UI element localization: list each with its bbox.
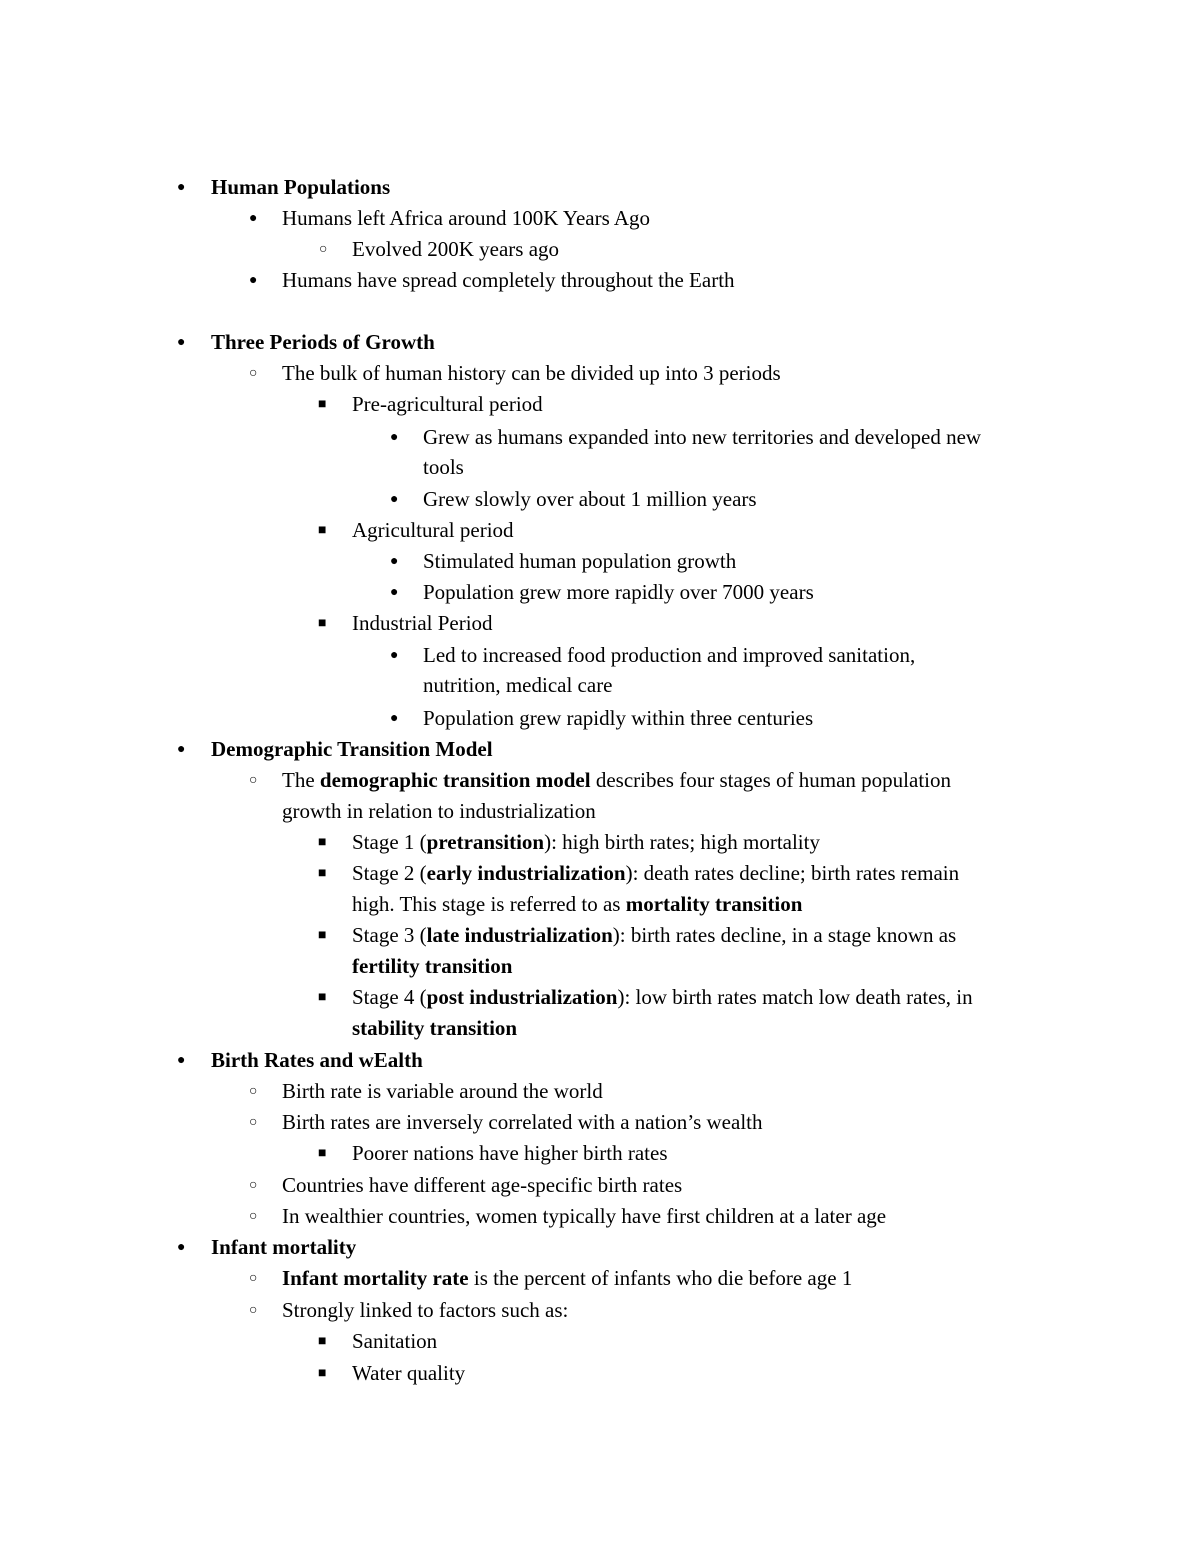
- bullet-disc-icon: [249, 203, 257, 234]
- list-item: Countries have different age-specific birth rates: [282, 1173, 683, 1197]
- list-item: Humans have spread completely throughout the Earth: [282, 268, 735, 292]
- heading-three-periods: Three Periods of Growth: [211, 330, 435, 354]
- stage-item: Stage 4 (post industrialization): low birth rates match low death rates, in: [352, 985, 973, 1009]
- list-item: Humans left Africa around 100K Years Ago: [282, 206, 651, 230]
- stage-item-continuation: fertility transition: [352, 954, 513, 978]
- list-item: Grew as humans expanded into new territories and developed new: [423, 425, 982, 449]
- bullet-disc-icon: [390, 640, 398, 671]
- bullet-disc-icon: [177, 1045, 185, 1076]
- bullet-square-icon: [318, 1326, 326, 1357]
- stage-item-continuation: stability transition: [352, 1016, 518, 1040]
- stage-item: Stage 3 (late industrialization): birth rates decline, in a stage known as: [352, 923, 957, 947]
- dtm-intro: The demographic transition model describes four stages of human population: [282, 768, 951, 792]
- bullet-circle-icon: [249, 1076, 257, 1107]
- bullet-square-icon: [318, 827, 326, 858]
- bullet-disc-icon: [177, 327, 185, 358]
- list-item-continuation: tools: [423, 455, 464, 479]
- bullet-square-icon: [318, 920, 326, 951]
- bullet-square-icon: [318, 858, 326, 889]
- bullet-circle-icon: [249, 1201, 257, 1232]
- heading-birth-rates: Birth Rates and wEalth: [211, 1048, 423, 1072]
- factor-item: Sanitation: [352, 1329, 438, 1353]
- bullet-disc-icon: [390, 422, 398, 453]
- bullet-disc-icon: [177, 172, 185, 203]
- stage-item: Stage 1 (pretransition): high birth rates; high mortality: [352, 830, 820, 854]
- period-name: Agricultural period: [352, 518, 514, 542]
- bullet-disc-icon: [177, 734, 185, 765]
- bullet-disc-icon: [390, 703, 398, 734]
- list-item-continuation: nutrition, medical care: [423, 673, 613, 697]
- bullet-circle-icon: [249, 1107, 257, 1138]
- bullet-square-icon: [318, 1138, 326, 1169]
- bullet-square-icon: [318, 515, 326, 546]
- list-item: Poorer nations have higher birth rates: [352, 1141, 668, 1165]
- bullet-square-icon: [318, 389, 326, 420]
- bullet-disc-icon: [390, 484, 398, 515]
- list-item: Birth rates are inversely correlated with a nation’s wealth: [282, 1110, 763, 1134]
- list-item: Stimulated human population growth: [423, 549, 737, 573]
- bullet-circle-icon: [319, 234, 327, 265]
- list-item: Population grew rapidly within three centuries: [423, 706, 814, 730]
- bullet-disc-icon: [177, 1232, 185, 1263]
- period-name: Industrial Period: [352, 611, 493, 635]
- stage-item: Stage 2 (early industrialization): death rates decline; birth rates remain: [352, 861, 960, 885]
- factor-item: Water quality: [352, 1361, 466, 1385]
- bullet-disc-icon: [390, 577, 398, 608]
- bullet-square-icon: [318, 608, 326, 639]
- bullet-square-icon: [318, 1358, 326, 1389]
- definition-item: Infant mortality rate is the percent of infants who die before age 1: [282, 1266, 853, 1290]
- list-item: The bulk of human history can be divided up into 3 periods: [282, 361, 781, 385]
- bullet-circle-icon: [249, 1263, 257, 1294]
- dtm-intro-continuation: growth in relation to industrialization: [282, 799, 596, 823]
- bullet-disc-icon: [390, 546, 398, 577]
- list-item: Population grew more rapidly over 7000 years: [423, 580, 814, 604]
- bullet-circle-icon: [249, 765, 257, 796]
- list-item: Strongly linked to factors such as:: [282, 1298, 569, 1322]
- list-item: Grew slowly over about 1 million years: [423, 487, 757, 511]
- bullet-square-icon: [318, 982, 326, 1013]
- bullet-circle-icon: [249, 358, 257, 389]
- period-name: Pre-agricultural period: [352, 392, 543, 416]
- bullet-circle-icon: [249, 1295, 257, 1326]
- stage-item-continuation: high. This stage is referred to as mortality transition: [352, 892, 803, 916]
- list-item: Birth rate is variable around the world: [282, 1079, 603, 1103]
- bullet-disc-icon: [249, 265, 257, 296]
- heading-demographic-transition: Demographic Transition Model: [211, 737, 493, 761]
- heading-infant-mortality: Infant mortality: [211, 1235, 357, 1259]
- list-item: In wealthier countries, women typically have first children at a later age: [282, 1204, 887, 1228]
- list-item: Evolved 200K years ago: [352, 237, 560, 261]
- bullet-circle-icon: [249, 1170, 257, 1201]
- list-item: Led to increased food production and improved sanitation,: [423, 643, 916, 667]
- heading-human-populations: Human Populations: [211, 175, 391, 199]
